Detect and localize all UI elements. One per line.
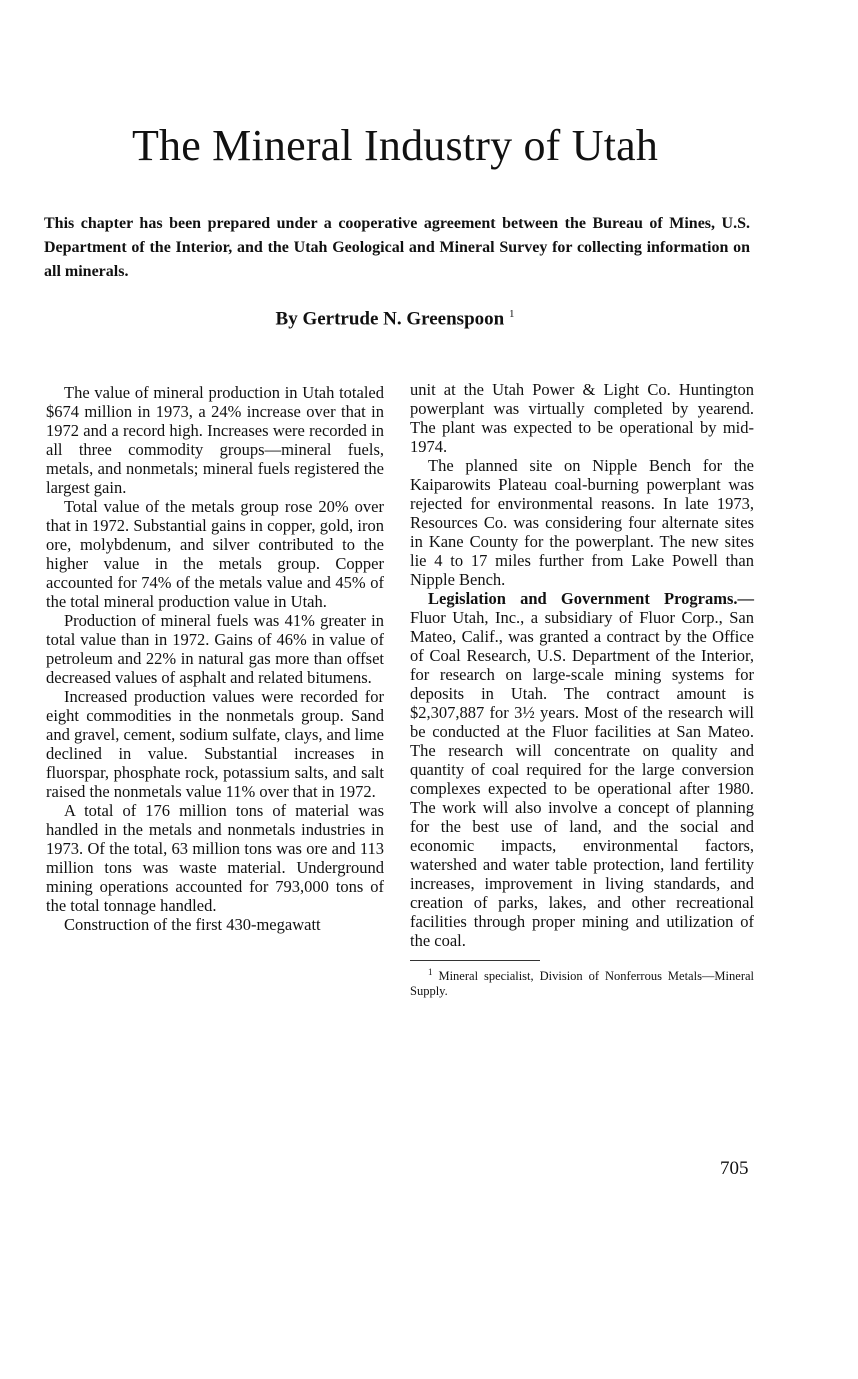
footnote-divider (410, 960, 540, 961)
author-byline (0, 308, 790, 330)
paragraph-nonmetals: Increased production values were recorded for eight commodities in the nonmetals group. Sand and gravel, cement, sodium sulfate, clays, and lime declined in value. Substantial increases in fluorspar, phosphate rock, potassium salts, and salt raised the nonmetals value 11% over that in 1972. (46, 687, 384, 801)
section-heading-legislation: Legislation and Government Programs.— (428, 589, 754, 608)
author-name: By Gertrude N. Greenspoon (275, 308, 505, 330)
chapter-intro: This chapter has been prepared under a cooperative agreement between the Bureau of Mines, U.S. Department of the Interior, and the Utah Geological and Mineral Survey for collecting information on all minerals. (44, 215, 750, 280)
right-column (410, 380, 754, 999)
paragraph-production-value: The value of mineral production in Utah totaled $674 million in 1973, a 24% increase over that in 1972 and a record high. Increases were recorded in all three commodity groups—mineral fuels, metals, and nonmetals; mineral fuels registered the largest gain. (46, 383, 384, 497)
footnote (410, 965, 754, 999)
paragraph-mineral-fuels: Production of mineral fuels was 41% greater in total value than in 1972. Gains of 46% in value of petroleum and 22% in natural gas more than offset decreased values of asphalt and related bitumens. (46, 611, 384, 687)
author-footnote-ref: 1 (508, 308, 515, 320)
page-title: The Mineral Industry of Utah (131, 121, 659, 170)
paragraph-legislation (410, 589, 754, 950)
paragraph-tonnage: A total of 176 million tons of material was handled in the metals and nonmetals industries in 1973. Of the total, 63 million tons was ore and 113 million tons was waste material. Underground mining operations accounted for 793,000 tons of the total tonnage handled. (46, 801, 384, 915)
paragraph-construction-start: Construction of the first 430-megawatt (64, 915, 321, 934)
paragraph-construction-continued: unit at the Utah Power & Light Co. Huntington powerplant was virtually completed by yearend. The plant was expected to be operational by mid-1974. (410, 380, 754, 456)
paragraph-metals-group: Total value of the metals group rose 20% over that in 1972. Substantial gains in copper, gold, iron ore, molybdenum, and silver contributed to the higher value in the metals group. Copper accounted for 74% of the metals value and 45% of the total mineral production value in Utah. (46, 497, 384, 611)
footnote-marker: 1 (428, 967, 433, 977)
page-number: 705 (720, 1158, 749, 1179)
left-column (46, 383, 384, 934)
footnote-text: Mineral specialist, Division of Nonferrous Metals—Mineral Supply. (410, 969, 754, 999)
legislation-text: Fluor Utah, Inc., a subsidiary of Fluor Corp., San Mateo, Calif., was granted a contract by the Office of Coal Research, U.S. Department of the Interior, for research on large-scale mining systems for deposits in Utah. The contract amount is $2,307,887 for 3½ years. Most of the research will be conducted at the Fluor facilities at San Mateo. The research will concentrate on quality and quantity of coal required for the large conversion complexes expected to be operational after 1980. The work will also involve a concept of planning for the best use of land, and the social and economic impacts, environmental factors, watershed and water table protection, land fertility increases, improvement in living standards, and creation of parks, lakes, and other recreational facilities through proper mining and utilization of the coal. (410, 608, 754, 950)
paragraph-kaiparowits: The planned site on Nipple Bench for the Kaiparowits Plateau coal-burning powerplant was rejected for environmental reasons. In late 1973, Resources Co. was considering four alternate sites in Kane County for the powerplant. The new sites lie 4 to 17 miles further from Lake Powell than Nipple Bench. (410, 456, 754, 589)
